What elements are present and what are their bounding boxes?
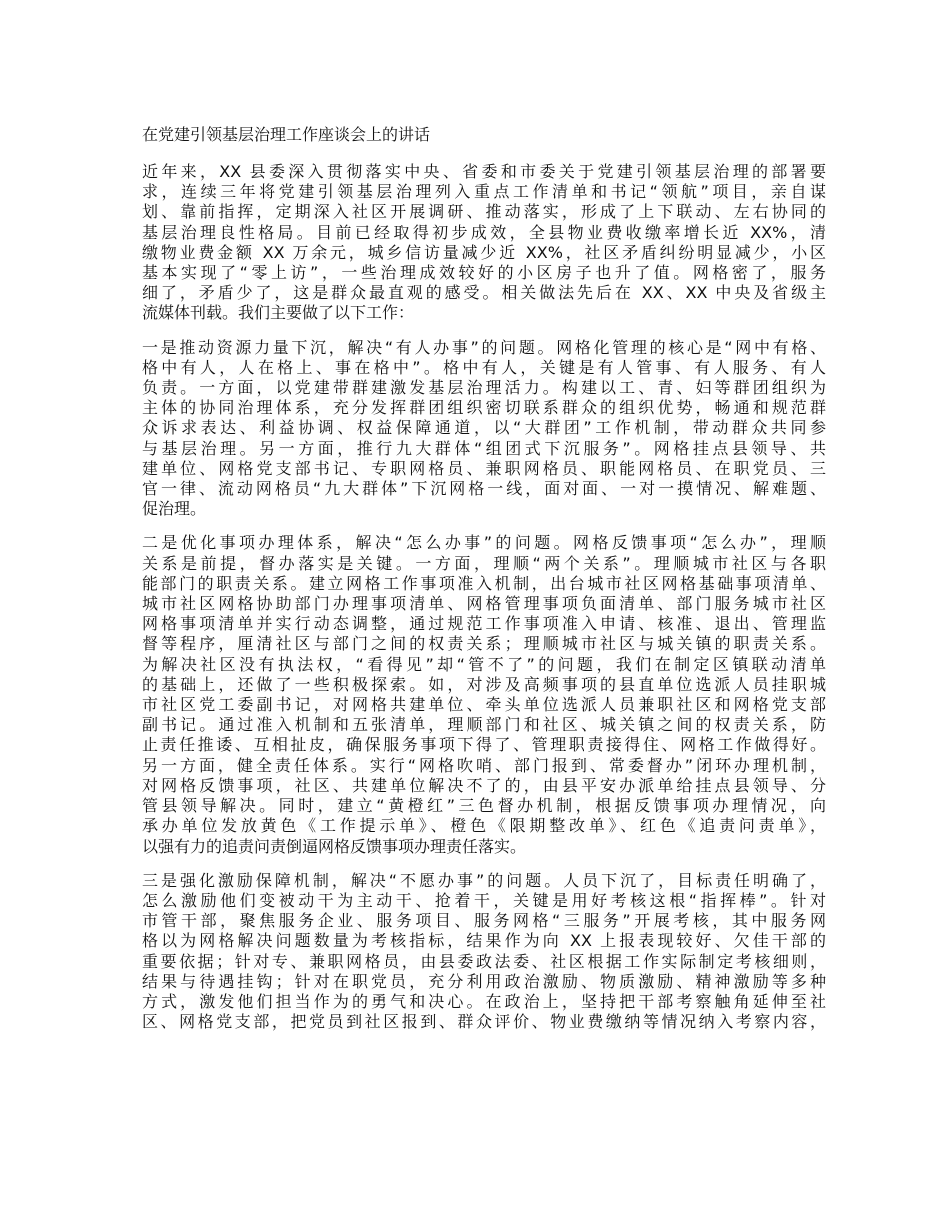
text-line: 以强有力的追责问责倒逼网格反馈事项办理责任落实。 bbox=[142, 836, 527, 856]
text-line: 承办单位发放黄色《工作提示单》、橙色《限期整改单》、红色《追责问责单》， bbox=[142, 816, 826, 836]
text-line: 城市社区网格协助部门办理事项清单、网格管理事项负面清单、部门服务城市社区 bbox=[142, 594, 826, 614]
text-line: 基层治理良性格局。目前已经取得初步成效，全县物业费收缴率增长近 XX%，清 bbox=[142, 222, 826, 242]
document-body bbox=[142, 124, 826, 1046]
text-line: 重要依据；针对专、兼职网格员，由县委政法委、社区根据工作实际制定考核细则， bbox=[142, 951, 826, 971]
text-line: 副书记。通过准入机制和五张清单，理顺部门和社区、城关镇之间的权责关系，防 bbox=[142, 715, 826, 735]
text-line: 网格事项清单并实行动态调整，通过规范工作事项准入申请、核准、退出、管理监 bbox=[142, 614, 826, 634]
text-line: 三是强化激励保障机制，解决“不愿办事”的问题。人员下沉了，目标责任明确了， bbox=[142, 870, 826, 890]
text-line: 负责。一方面，以党建带群建激发基层治理活力。构建以工、青、妇等群团组织为 bbox=[142, 378, 826, 398]
text-line: 另一方面，健全责任体系。实行“网格吹哨、部门报到、常委督办”闭环办理机制， bbox=[142, 755, 826, 775]
text-line: 基本实现了“零上访”，一些治理成效较好的小区房子也升了值。网格密了，服务 bbox=[142, 263, 826, 283]
text-line: 主体的协同治理体系，充分发挥群团组织密切联系群众的组织优势，畅通和规范群 bbox=[142, 398, 826, 418]
text-line: 对网格反馈事项，社区、共建单位解决不了的，由县平安办派单给挂点县领导、分 bbox=[142, 775, 826, 795]
text-line: 能部门的职责关系。建立网格工作事项准入机制，出台城市社区网格基础事项清单、 bbox=[142, 573, 826, 593]
text-line: 怎么激励他们变被动干为主动干、抢着干，关键是用好考核这根“指挥棒”。针对 bbox=[142, 890, 826, 910]
document-title: 在党建引领基层治理工作座谈会上的讲话 bbox=[142, 125, 431, 144]
text-line: 结果与待遇挂钩；针对在职党员，充分利用政治激励、物质激励、精神激励等多种 bbox=[142, 971, 826, 991]
text-line: 督等程序，厘清社区与部门之间的权责关系；理顺城市社区与城关镇的职责关系。 bbox=[142, 634, 826, 654]
text-line: 的基础上，还做了一些积极探索。如，对涉及高频事项的县直单位选派人员挂职城 bbox=[142, 674, 826, 694]
text-line: 众诉求表达、利益协调、权益保障通道，以“大群团”工作机制，带动群众共同参 bbox=[142, 418, 826, 438]
text-line: 建单位、网格党支部书记、专职网格员、兼职网格员、职能网格员、在职党员、三 bbox=[142, 458, 826, 478]
text-line: 划、靠前指挥，定期深入社区开展调研、推动落实，形成了上下联动、左右协同的 bbox=[142, 202, 826, 222]
text-line: 近年来，XX 县委深入贯彻落实中央、省委和市委关于党建引领基层治理的部署要 bbox=[142, 162, 826, 181]
paragraph-affairs-system bbox=[142, 533, 826, 856]
text-line: 为解决社区没有执法权，“看得见”却“管不了”的问题，我们在制定区镇联动清单 bbox=[142, 654, 826, 674]
text-line: 区、网格党支部，把党员到社区报到、群众评价、物业费缴纳等情况纳入考察内容， bbox=[142, 1012, 826, 1032]
text-line: 缴物业费金额 XX 万余元，城乡信访量减少近 XX%，社区矛盾纠纷明显减少，小区 bbox=[142, 242, 826, 262]
paragraph-resource-sinking bbox=[142, 338, 826, 520]
text-line: 格以为网格解决问题数量为考核指标，结果作为向 XX 上报表现较好、欠佳干部的 bbox=[142, 931, 826, 951]
text-line: 促治理。 bbox=[142, 499, 207, 519]
text-line: 二是优化事项办理体系，解决“怎么办事”的问题。网格反馈事项“怎么办”，理顺 bbox=[142, 533, 826, 553]
text-line: 一是推动资源力量下沉，解决“有人办事”的问题。网格化管理的核心是“网中有格、 bbox=[142, 337, 826, 357]
text-line: 官一律、流动网格员“九大群体”下沉网格一线，面对面、一对一摸情况、解难题、 bbox=[142, 479, 826, 499]
text-line: 市社区党工委副书记，对网格共建单位、牵头单位选派人员兼职社区和网格党支部 bbox=[142, 695, 826, 715]
paragraph-incentive-mechanism bbox=[142, 871, 826, 1033]
text-line: 管县领导解决。同时，建立“黄橙红”三色督办机制，根据反馈事项办理情况，向 bbox=[142, 796, 826, 816]
text-line: 关系是前提，督办落实是关键。一方面，理顺“两个关系”。理顺城市社区与各职 bbox=[142, 553, 826, 573]
text-line: 细了，矛盾少了，这是群众最直观的感受。相关做法先后在 XX、XX 中央及省级主 bbox=[142, 283, 826, 303]
text-line: 与基层治理。另一方面，推行九大群体“组团式下沉服务”。网格挂点县领导、共 bbox=[142, 438, 826, 458]
text-line: 流媒体刊载。我们主要做了以下工作： bbox=[142, 303, 415, 323]
text-line: 求，连续三年将党建引领基层治理列入重点工作清单和书记“领航”项目，亲自谋 bbox=[142, 182, 826, 202]
text-line: 格中有人，人在格上、事在格中”。格中有人，关键是有人管事、有人服务、有人 bbox=[142, 357, 826, 377]
text-line: 止责任推诿、互相扯皮，确保服务事项下得了、管理职责接得住、网格工作做得好。 bbox=[142, 735, 826, 755]
text-line: 市管干部，聚焦服务企业、服务项目、服务网格“三服务”开展考核，其中服务网 bbox=[142, 911, 826, 931]
paragraph-intro bbox=[142, 162, 826, 324]
text-line: 方式，激发他们担当作为的勇气和决心。在政治上，坚持把干部考察触角延伸至社 bbox=[142, 991, 826, 1011]
